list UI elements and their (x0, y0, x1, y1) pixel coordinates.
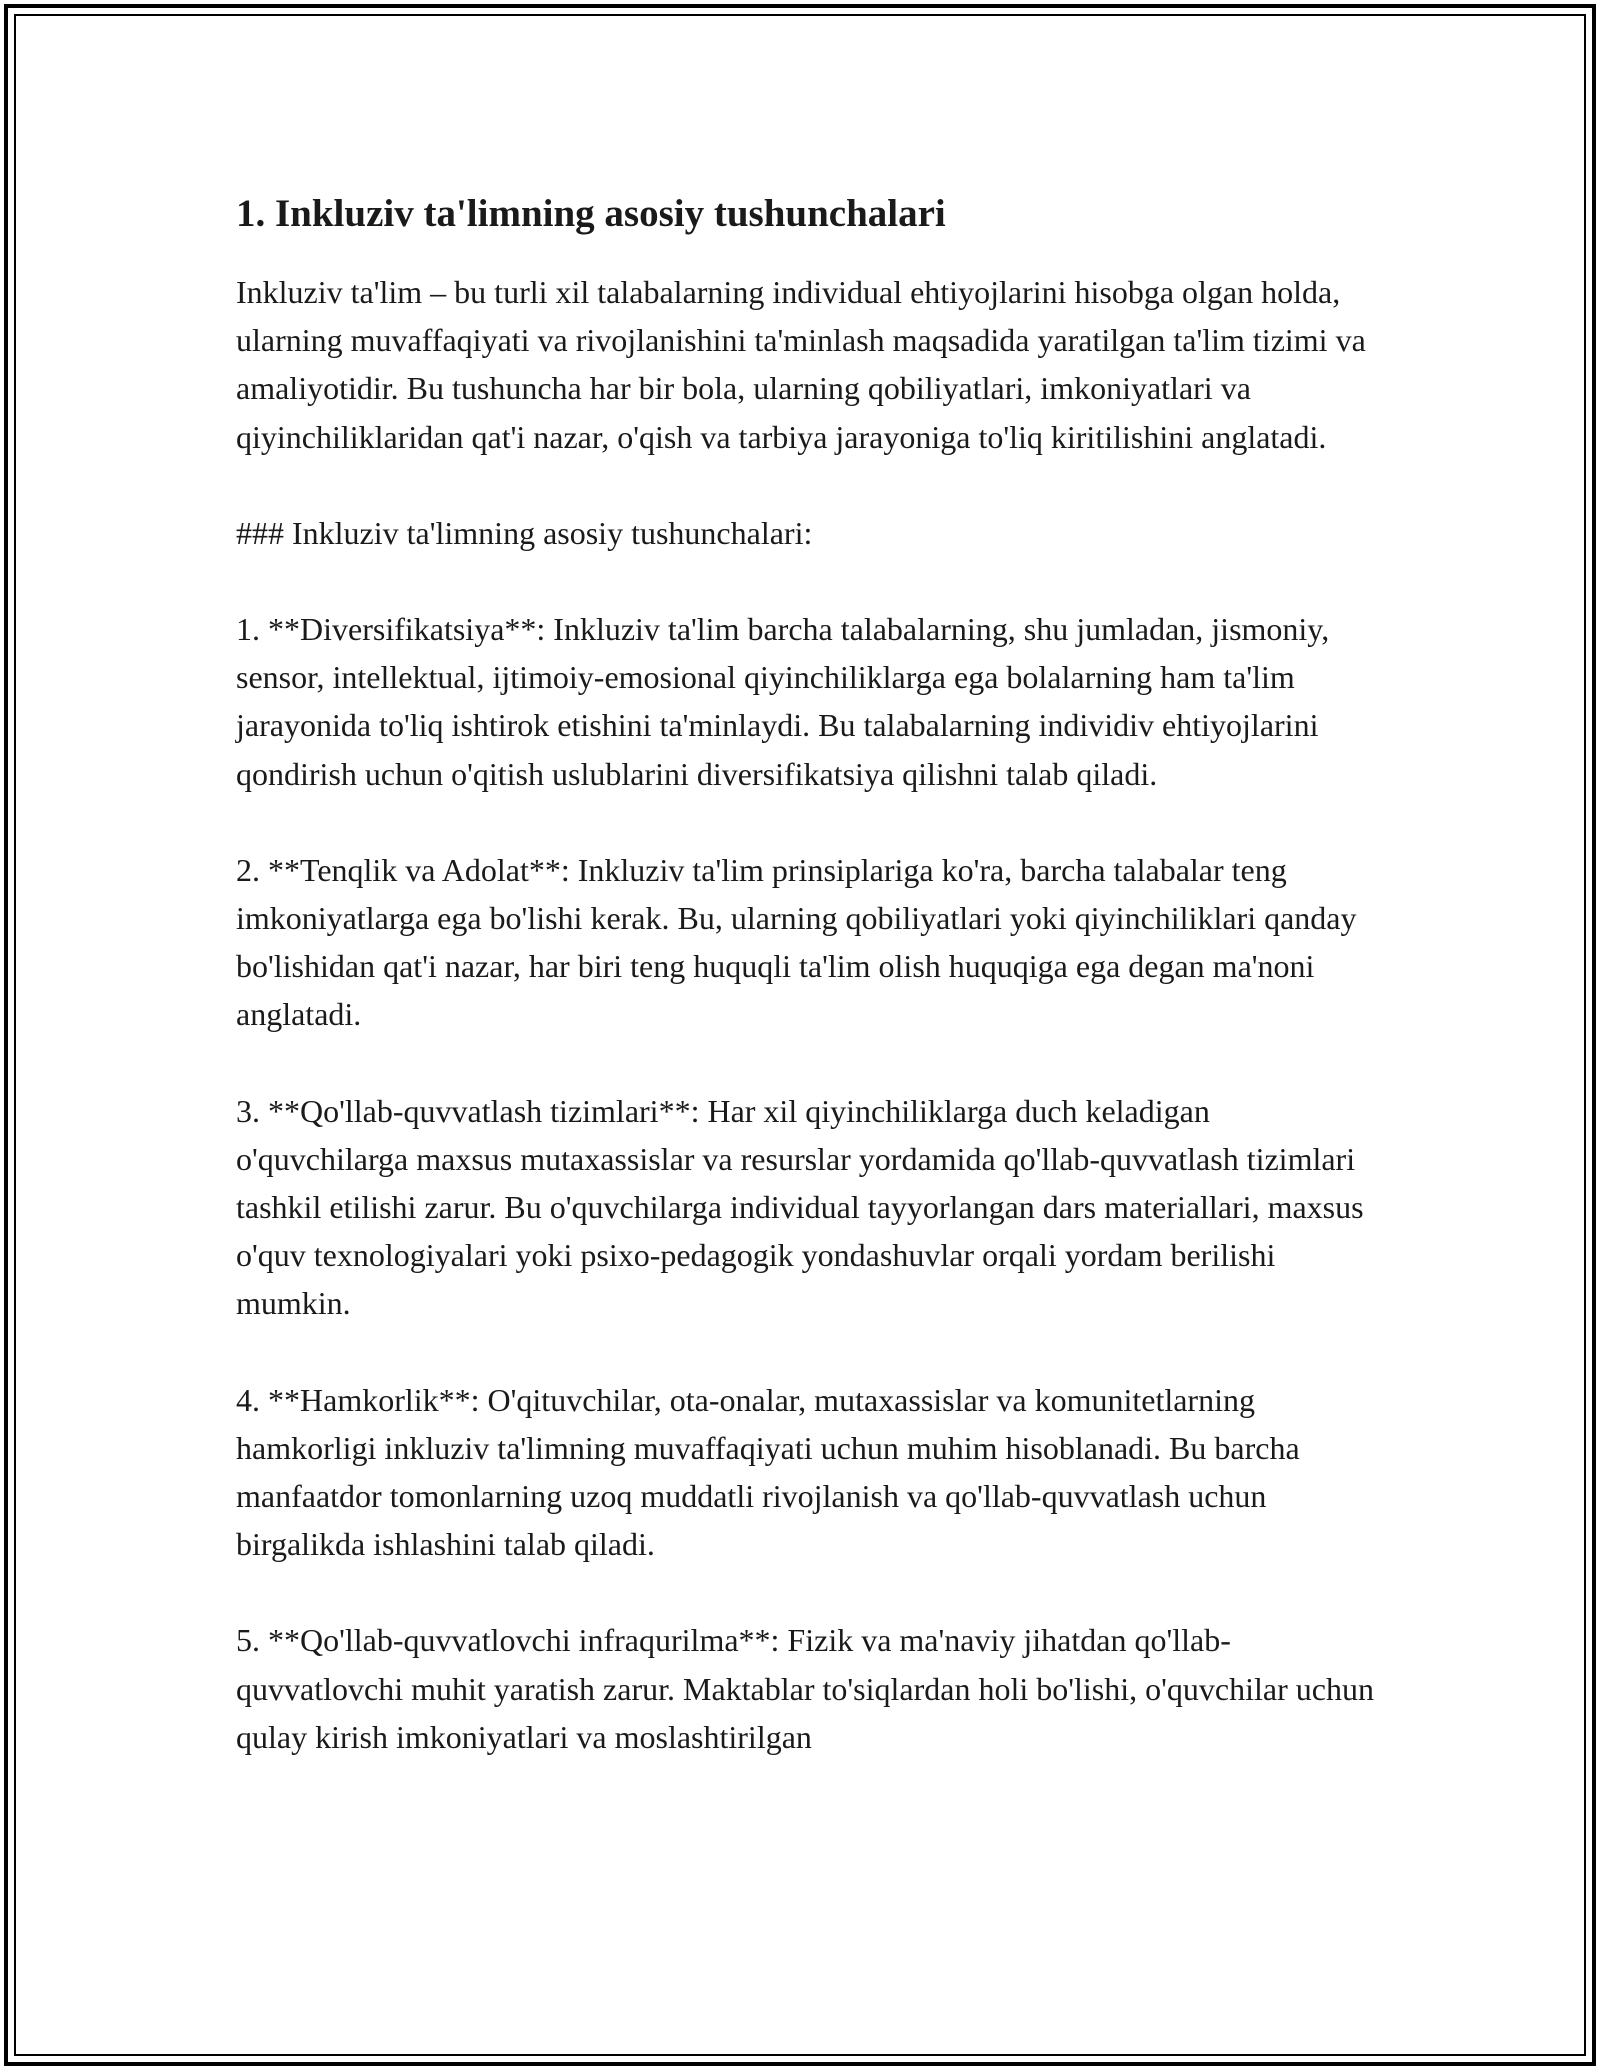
list-item-infraqurilma: 5. **Qo'llab-quvvatlovchi infraqurilma**: Fizik va ma'naviy jihatdan qo'llab-quvvatlovchi muhit yaratish zarur. Maktablar to'siqlardan holi bo'lishi, o'quvchilar uchun qulay kirish imkoniyatlari va moslashtirilgan (236, 1622, 1374, 1755)
list-item-tenqlik: 2. **Tenqlik va Adolat**: Inkluziv ta'lim prinsiplariga ko'ra, barcha talabalar teng imkoniyatlarga ega bo'lishi kerak. Bu, ularning qobiliyatlari yoki qiyinchiliklari qanday bo'lishidan qat'i nazar, har biri teng huquqli ta'lim olish huquqiga ega degan ma'noni anglatadi. (236, 851, 1357, 1033)
list-item-hamkorlik: 4. **Hamkorlik**: O'qituvchilar, ota-onalar, mutaxassislar va komunitetlarning hamkorligi inkluziv ta'limning muvaffaqiyati uchun muhim hisoblanadi. Bu barcha manfaatdor tomonlarning uzoq muddatli rivojlanish va qo'llab-quvvatlash uchun birgalikda ishlashini talab qiladi. (236, 1381, 1300, 1563)
list-item-diversifikatsiya: 1. **Diversifikatsiya**: Inkluziv ta'lim barcha talabalarning, shu jumladan, jismoniy, sensor, intellektual, ijtimoiy-emosional qiyinchiliklarga ega bolalarning ham ta'lim jarayonida to'liq ishtirok etishini ta'minlaydi. Bu talabalarning individiv ehtiyojlarini qondirish uchun o'qitish uslublarini diversifikatsiya qilishni talab qiladi. (236, 611, 1330, 792)
intro-paragraph: Inkluziv ta'lim – bu turli xil talabalarning individual ehtiyojlarini hisobga olgan holda, ularning muvaffaqiyati va rivojlanishini ta'minlash maqsadida yaratilgan ta'lim tizimi va amaliyotidir. Bu tushuncha har bir bola, ularning qobiliyatlari, imkoniyatlari va qiyinchiliklaridan qat'i nazar, o'qish va tarbiya jarayoniga to'liq kiritilishini anglatadi. (236, 274, 1366, 455)
document-body (236, 186, 1376, 1761)
list-item-qollab-tizimlari: 3. **Qo'llab-quvvatlash tizimlari**: Har xil qiyinchiliklarga duch keladigan o'quvchilarga maxsus mutaxassislar va resurslar yordamida qo'llab-quvvatlash tizimlari tashkil etilishi zarur. Bu o'quvchilarga individual tayyorlangan dars materiallari, maxsus o'quv texnologiyalari yoki psixo-pedagogik yondashuvlar orqali yordam berilishi mumkin. (236, 1092, 1364, 1322)
document-heading: 1. Inkluziv ta'limning asosiy tushunchalari (236, 192, 946, 235)
subheading-paragraph: ### Inkluziv ta'limning asosiy tushunchalari: (236, 514, 813, 551)
